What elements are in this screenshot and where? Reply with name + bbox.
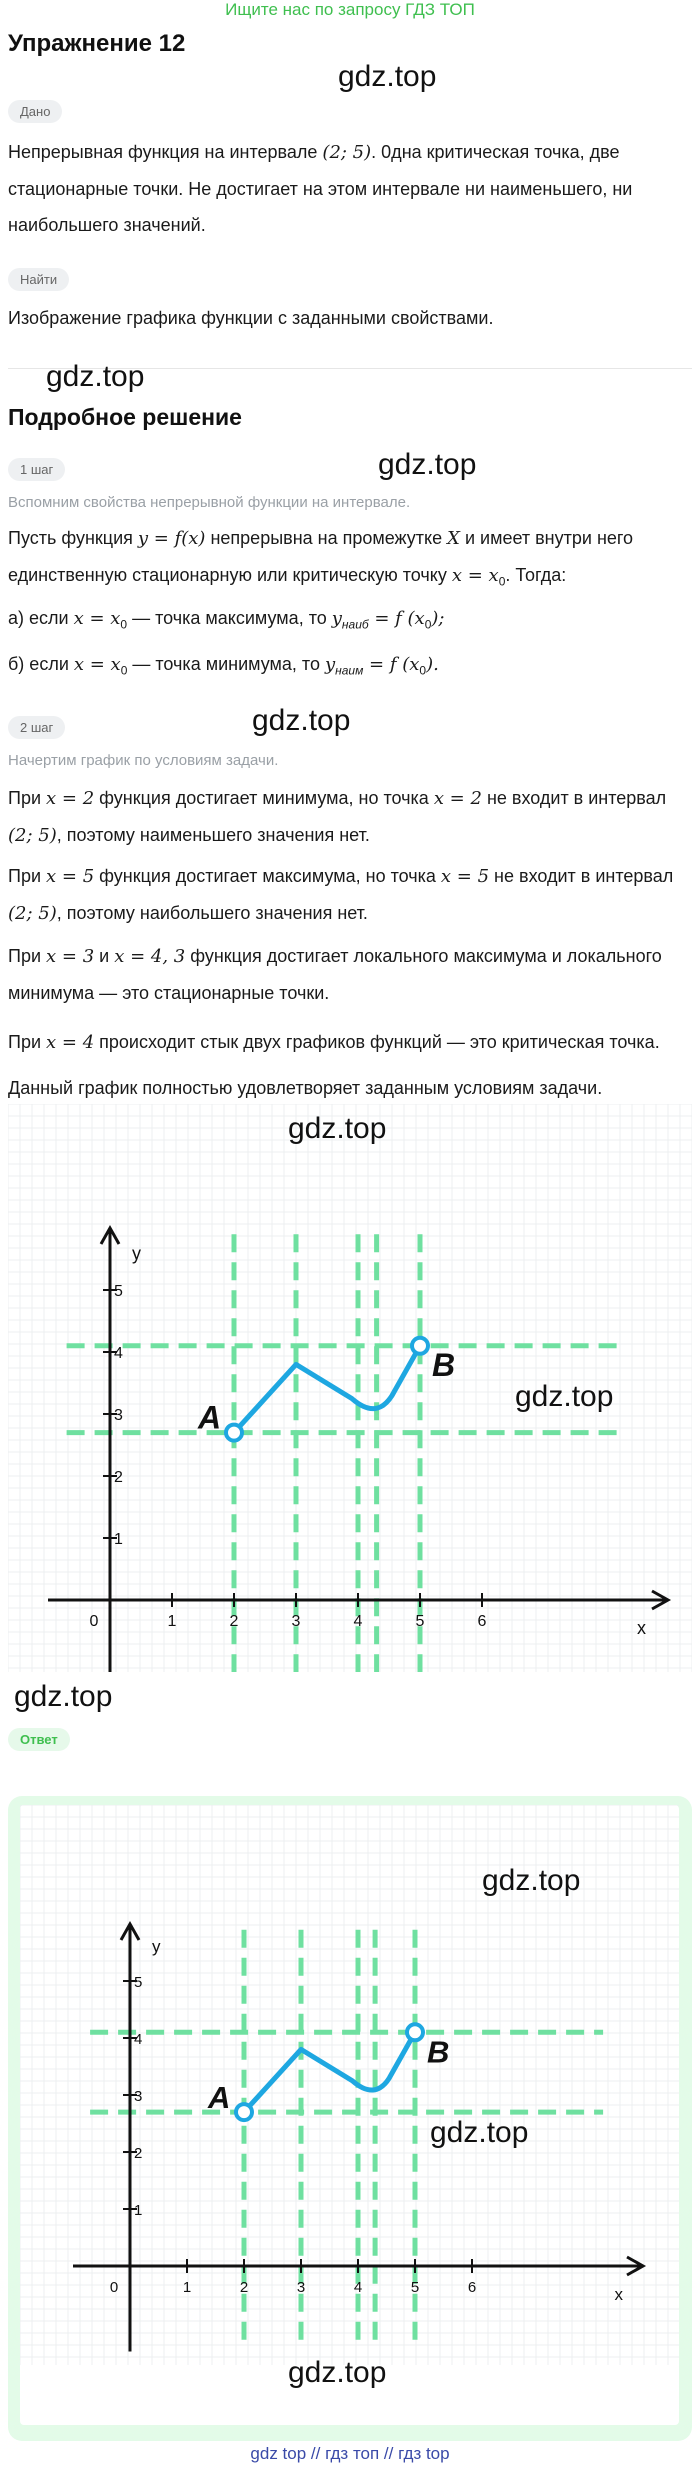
point-label-a: A [198, 1399, 222, 1436]
x-tick-label: 0 [109, 2279, 119, 2296]
text: не входит в интервал [481, 788, 667, 808]
step1-hint: Вспомним свойства непрерывной функции на интервале. [8, 494, 411, 511]
given-text-part: Непрерывная функция на интервале [8, 142, 323, 162]
watermark: gdz.top [378, 448, 477, 481]
text: При [8, 1032, 47, 1052]
text: не входит в интервал [489, 866, 674, 886]
watermark: gdz.top [430, 2116, 529, 2149]
formula: x = 3 [46, 946, 95, 967]
text: функция достигает максимума, но точка [94, 866, 441, 886]
x-tick-label: 0 [89, 1613, 99, 1630]
step2-badge [8, 716, 65, 739]
find-text: Изображение графика функции с заданными свойствами. [8, 308, 494, 328]
x-tick-label: 1 [167, 1613, 177, 1630]
x-tick-label: 1 [182, 2279, 192, 2296]
formula: x = 2 [46, 788, 95, 809]
y-tick-label: 2 [134, 2145, 143, 2162]
x-tick-label: 6 [467, 2279, 477, 2296]
formula: y = f(x) [137, 528, 206, 549]
formula: ). [426, 654, 439, 675]
y-tick-label: 4 [134, 2031, 143, 2048]
formula: x = 4 [46, 1032, 95, 1053]
step1-paragraph-2: а) если $x = x_0$ — точка максимума, то $y_{наиб} = f$ $(x_0)$; [8, 608, 445, 632]
given-label: Дано [8, 100, 62, 123]
y-tick-label: 3 [134, 2088, 143, 2105]
formula: x = 5 [440, 866, 490, 887]
formula: x = 5 [46, 866, 95, 887]
text: функция достигает минимума, но точка [94, 788, 434, 808]
formula: X [447, 528, 460, 549]
text: и имеет внутри него единственную стационарную или критическую точку [8, 528, 634, 585]
formula: x = 4, 3 [114, 946, 186, 967]
subscript: наиб [341, 617, 369, 632]
formula: x = 2 [433, 788, 482, 809]
text: — точка минимума, то [127, 654, 325, 674]
step2-hint: Начертим график по условиям задачи. [8, 752, 279, 769]
watermark: gdz.top [515, 1380, 614, 1413]
y-tick-label: 1 [134, 2202, 143, 2219]
point-label-b: B [432, 1346, 456, 1383]
y-axis-label: y [132, 1243, 141, 1264]
answer-badge [8, 1728, 70, 1751]
find-badge [8, 268, 69, 291]
given-text-part: . 0дна критическая точка, две стационарные точки. Не достигает на этом интервале ни наименьшего, ни наибольшего значений. [8, 142, 633, 235]
formula: ); [431, 608, 445, 629]
text: , поэтому наименьшего значения нет. [56, 825, 370, 845]
find-label: Найти [8, 268, 69, 291]
text: а) если [8, 608, 74, 628]
function-curve [244, 2032, 415, 2112]
top-banner[interactable]: Ищите нас по запросу ГДЗ ТОП [225, 0, 475, 19]
text: Пусть функция [8, 528, 138, 548]
y-tick-label: 2 [114, 1469, 123, 1486]
y-tick-label: 5 [114, 1283, 123, 1300]
open-endpoint-a [236, 2104, 252, 2120]
text: непрерывна на промежутке [205, 528, 448, 548]
point-label-a: A [208, 2080, 231, 2116]
y-tick-label: 4 [114, 1345, 123, 1362]
formula: = f (x [368, 608, 425, 629]
x-tick-label: 5 [415, 1613, 425, 1630]
watermark: gdz.top [338, 60, 437, 93]
exercise-title: Упражнение 12 [8, 30, 186, 57]
x-tick-label: 3 [291, 1613, 301, 1630]
step2-paragraph-1 [8, 780, 692, 854]
x-tick-label: 4 [353, 2279, 363, 2296]
step1-badge [8, 458, 65, 481]
open-endpoint-b [412, 1338, 428, 1354]
text: функция достигает локального максимума и локального минимума — это стационарные точки. [8, 946, 662, 1003]
text: При [8, 946, 47, 966]
x-axis-label: x [614, 2285, 623, 2304]
text: и [94, 946, 115, 966]
text: . Тогда: [505, 565, 567, 585]
given-text [8, 134, 692, 243]
watermark: gdz.top [252, 704, 351, 737]
formula: = f (x [363, 654, 420, 675]
watermark: gdz.top [288, 1112, 387, 1145]
formula: (2; 5) [8, 903, 57, 924]
text: — точка максимума, то [127, 608, 332, 628]
formula: y [324, 654, 336, 675]
step2-paragraph-4 [8, 1024, 692, 1061]
watermark: gdz.top [482, 1864, 581, 1897]
y-axis-label: y [152, 1936, 161, 1956]
text: б) если [8, 654, 74, 674]
x-tick-label: 3 [296, 2279, 306, 2296]
text: , поэтому наибольшего значения нет. [56, 903, 368, 923]
subscript: наим [335, 663, 364, 678]
step1-paragraph-3: б) если $x = x_0$ — точка минимума, то $y_{наим} = f$ $(x_0)$. [8, 654, 439, 678]
y-tick-label: 5 [134, 1974, 143, 1991]
watermark: gdz.top [288, 2356, 387, 2389]
x-tick-label: 5 [410, 2279, 420, 2296]
footer-links[interactable]: gdz top // гдз топ // гдз top [250, 2444, 450, 2463]
y-tick-label: 3 [114, 1407, 123, 1424]
open-endpoint-a [226, 1425, 242, 1441]
x-tick-label: 4 [353, 1613, 363, 1630]
formula: (2; 5) [8, 825, 57, 846]
formula: y [331, 608, 342, 629]
point-label-b: B [427, 2034, 450, 2070]
x-axis-label: x [637, 1618, 646, 1638]
step2-paragraph-3 [8, 938, 692, 1011]
formula: x = x [73, 654, 121, 675]
watermark: gdz.top [14, 1680, 113, 1713]
answer-label: Ответ [8, 1728, 70, 1751]
formula: x = x [73, 608, 121, 629]
step2-label: 2 шаг [8, 716, 65, 739]
text: При [8, 788, 47, 808]
step2-paragraph-2 [8, 858, 692, 932]
solution-heading: Подробное решение [8, 404, 242, 430]
step2-paragraph-5: Данный график полностью удовлетворяет заданным условиям задачи. [8, 1078, 603, 1098]
y-tick-label: 1 [114, 1531, 123, 1548]
x-tick-label: 2 [239, 2279, 249, 2296]
watermark: gdz.top [46, 360, 145, 393]
text: При [8, 866, 47, 886]
open-endpoint-b [407, 2024, 423, 2040]
given-interval: (2; 5) [322, 142, 372, 163]
formula: x = x [451, 565, 499, 586]
step1-label: 1 шаг [8, 458, 65, 481]
x-tick-label: 2 [229, 1613, 239, 1630]
given-badge [8, 100, 62, 123]
x-tick-label: 6 [477, 1613, 487, 1630]
text: происходит стык двух графиков функций — это критическая точка. [94, 1032, 660, 1052]
step1-paragraph-1: Пусть функция y = f(x) непрерывна на промежутке X и имеет внутри него единственную стационарную или критическую точку $x = x_0$. Тогда: [8, 528, 634, 589]
